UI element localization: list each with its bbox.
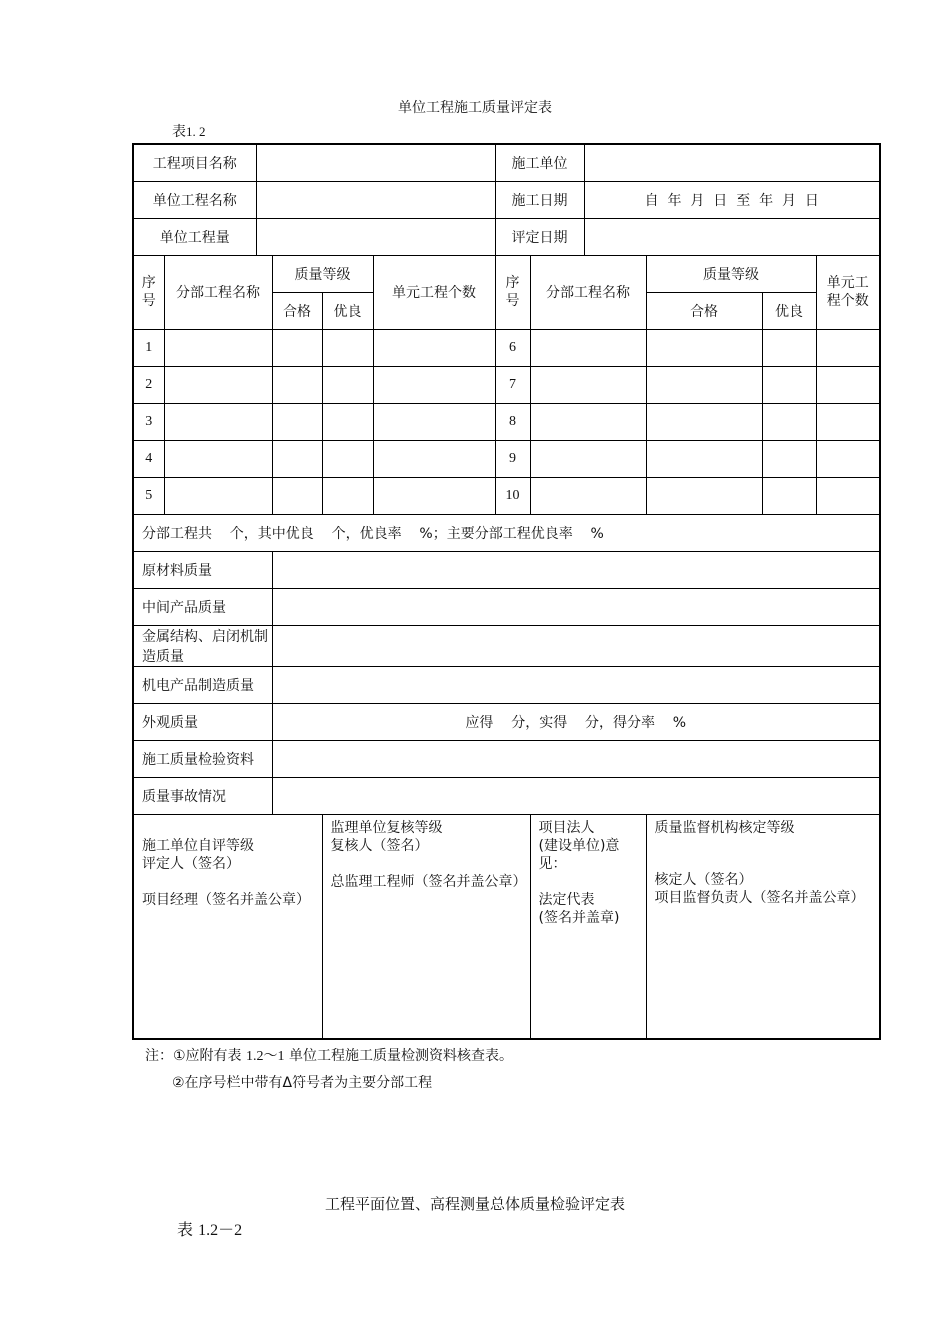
unit-quantity-field[interactable] xyxy=(256,218,495,255)
quality-grade-header-right: 质量等级 xyxy=(646,255,816,292)
row-number: 3 xyxy=(133,403,164,440)
table-number-value: 1. 2 xyxy=(186,124,206,139)
inspection-records-label: 施工质量检验资料 xyxy=(133,740,272,777)
qualified-cell[interactable] xyxy=(646,329,762,366)
unit-quality-evaluation-table xyxy=(132,143,881,1040)
note-1-code: 1.2～1 xyxy=(246,1049,285,1064)
agency-signature-block[interactable] xyxy=(646,814,880,1039)
excellent-cell[interactable] xyxy=(762,440,816,477)
note-1 xyxy=(145,1043,513,1070)
excellent-cell[interactable] xyxy=(322,440,373,477)
owner-signature-block[interactable] xyxy=(530,814,646,1039)
element-count-header-right: 单元工程个数 xyxy=(816,255,880,329)
excellent-header-right: 优良 xyxy=(762,292,816,329)
row-number: 7 xyxy=(495,366,530,403)
note-1-text-a: ①应附有表 xyxy=(173,1048,247,1064)
owner-opinion-label: (建设单位)意见： xyxy=(538,837,620,872)
excellent-cell[interactable] xyxy=(762,329,816,366)
agency-verifier-label: 核定人（签名） xyxy=(654,871,753,888)
project-name-field[interactable] xyxy=(256,144,495,181)
next-table-number-value: 1.2－2 xyxy=(198,1222,243,1239)
note-prefix: 注： xyxy=(145,1048,173,1064)
excellent-cell[interactable] xyxy=(322,366,373,403)
element-count-cell[interactable] xyxy=(373,477,495,514)
sub-project-cell[interactable] xyxy=(164,329,272,366)
next-form-title: 工程平面位置、高程测量总体质量检验评定表 xyxy=(324,1195,625,1213)
seq-header-left: 序号 xyxy=(133,255,164,329)
qualified-cell[interactable] xyxy=(646,403,762,440)
quality-row xyxy=(133,625,880,666)
owner-seal-label: (签名并盖章) xyxy=(538,909,620,926)
excellent-cell[interactable] xyxy=(322,329,373,366)
quality-row xyxy=(133,666,880,703)
agency-grade-label: 质量监督机构核定等级 xyxy=(654,819,795,836)
excellent-cell[interactable] xyxy=(762,366,816,403)
row-number: 2 xyxy=(133,366,164,403)
chief-supervisor-label: 总监理工程师（签名并盖公章） xyxy=(330,873,527,890)
next-table-label: 表 xyxy=(177,1220,194,1239)
element-count-cell[interactable] xyxy=(816,403,880,440)
sub-project-cell[interactable] xyxy=(164,477,272,514)
electromechanical-quality-label: 机电产品制造质量 xyxy=(133,666,272,703)
sub-project-cell[interactable] xyxy=(530,329,646,366)
qualified-header-left: 合格 xyxy=(272,292,322,329)
element-count-cell[interactable] xyxy=(816,477,880,514)
project-name-label: 工程项目名称 xyxy=(133,144,256,181)
quality-accident-field[interactable] xyxy=(272,777,880,814)
inspection-records-field[interactable] xyxy=(272,740,880,777)
unit-project-name-field[interactable] xyxy=(256,181,495,218)
element-count-header-left: 单元工程个数 xyxy=(373,255,495,329)
excellent-cell[interactable] xyxy=(762,477,816,514)
element-count-cell[interactable] xyxy=(816,440,880,477)
quality-accident-label: 质量事故情况 xyxy=(133,777,272,814)
sub-project-cell[interactable] xyxy=(530,366,646,403)
excellent-cell[interactable] xyxy=(322,477,373,514)
metal-structure-quality-label: 金属结构、启闭机制造质量 xyxy=(133,625,272,666)
table-row xyxy=(133,440,880,477)
row-number: 5 xyxy=(133,477,164,514)
notes xyxy=(145,1043,513,1096)
quality-row xyxy=(133,740,880,777)
row-number: 6 xyxy=(495,329,530,366)
contractor-signature-block[interactable] xyxy=(133,814,322,1039)
contractor-evaluator-label: 评定人（签名） xyxy=(142,855,240,872)
quality-grade-header-left: 质量等级 xyxy=(272,255,373,292)
construction-unit-label: 施工单位 xyxy=(495,144,584,181)
sub-project-cell[interactable] xyxy=(164,440,272,477)
electromechanical-quality-field[interactable] xyxy=(272,666,880,703)
table-row xyxy=(133,403,880,440)
evaluation-date-label: 评定日期 xyxy=(495,218,584,255)
qualified-header-right: 合格 xyxy=(646,292,762,329)
unit-project-name-label: 单位工程名称 xyxy=(133,181,256,218)
next-table-number xyxy=(177,1217,242,1240)
sub-project-cell[interactable] xyxy=(164,366,272,403)
quality-row xyxy=(133,551,880,588)
qualified-cell[interactable] xyxy=(646,366,762,403)
element-count-cell[interactable] xyxy=(373,403,495,440)
element-count-cell[interactable] xyxy=(373,440,495,477)
contractor-manager-label: 项目经理（签名并盖公章） xyxy=(142,891,310,908)
sub-project-cell[interactable] xyxy=(530,477,646,514)
excellent-cell[interactable] xyxy=(762,403,816,440)
element-count-cell[interactable] xyxy=(816,329,880,366)
quality-row xyxy=(133,777,880,814)
raw-material-quality-label: 原材料质量 xyxy=(133,551,272,588)
table-row xyxy=(133,329,880,366)
evaluation-date-field[interactable] xyxy=(584,218,880,255)
sub-project-header-left: 分部工程名称 xyxy=(164,255,272,329)
agency-supervisor-label: 项目监督负责人（签名并盖公章） xyxy=(654,889,865,906)
qualified-cell[interactable] xyxy=(272,440,322,477)
qualified-cell[interactable] xyxy=(646,440,762,477)
table-row xyxy=(133,366,880,403)
metal-structure-quality-field[interactable] xyxy=(272,625,880,666)
intermediate-product-quality-label: 中间产品质量 xyxy=(133,588,272,625)
construction-date-field[interactable]: 自 年 月 日 至 年 月 日 xyxy=(584,181,880,218)
quality-row xyxy=(133,703,880,740)
table-row xyxy=(133,477,880,514)
element-count-cell[interactable] xyxy=(816,366,880,403)
table-number xyxy=(172,121,206,141)
element-count-cell[interactable] xyxy=(373,329,495,366)
seq-header-right: 序号 xyxy=(495,255,530,329)
excellent-cell[interactable] xyxy=(322,403,373,440)
quality-row xyxy=(133,588,880,625)
appearance-quality-field[interactable]: 应得 分，实得 分，得分率 % xyxy=(272,703,880,740)
contractor-self-grade-label: 施工单位自评等级 xyxy=(142,837,254,854)
unit-quantity-label: 单位工程量 xyxy=(133,218,256,255)
supervisor-reviewer-label: 复核人（签名） xyxy=(330,837,429,854)
raw-material-quality-field[interactable] xyxy=(272,551,880,588)
form-title: 单位工程施工质量评定表 xyxy=(398,100,552,116)
note-2: ②在序号栏中带有Δ符号者为主要分部工程 xyxy=(172,1075,433,1091)
legal-representative-label: 法定代表 xyxy=(538,891,595,908)
summary-row: 分部工程共 个，其中优良 个，优良率 %；主要分部工程优良率 % xyxy=(133,514,880,551)
table-label: 表 xyxy=(172,124,186,140)
row-number: 4 xyxy=(133,440,164,477)
qualified-cell[interactable] xyxy=(646,477,762,514)
row-number: 8 xyxy=(495,403,530,440)
qualified-cell[interactable] xyxy=(272,329,322,366)
excellent-header-left: 优良 xyxy=(322,292,373,329)
sub-project-cell[interactable] xyxy=(530,440,646,477)
sub-project-cell[interactable] xyxy=(530,403,646,440)
sub-project-cell[interactable] xyxy=(164,403,272,440)
appearance-quality-label: 外观质量 xyxy=(133,703,272,740)
row-number: 1 xyxy=(133,329,164,366)
sub-project-header-right: 分部工程名称 xyxy=(530,255,646,329)
intermediate-product-quality-field[interactable] xyxy=(272,588,880,625)
supervisor-signature-block[interactable] xyxy=(322,814,530,1039)
qualified-cell[interactable] xyxy=(272,477,322,514)
row-number: 9 xyxy=(495,440,530,477)
note-1-text-b: 单位工程施工质量检测资料核查表。 xyxy=(284,1048,513,1064)
project-owner-label: 项目法人 xyxy=(538,819,595,836)
element-count-cell[interactable] xyxy=(373,366,495,403)
supervisor-review-grade-label: 监理单位复核等级 xyxy=(330,819,443,836)
construction-unit-field[interactable] xyxy=(584,144,880,181)
qualified-cell[interactable] xyxy=(272,403,322,440)
row-number: 10 xyxy=(495,477,530,514)
construction-date-label: 施工日期 xyxy=(495,181,584,218)
qualified-cell[interactable] xyxy=(272,366,322,403)
